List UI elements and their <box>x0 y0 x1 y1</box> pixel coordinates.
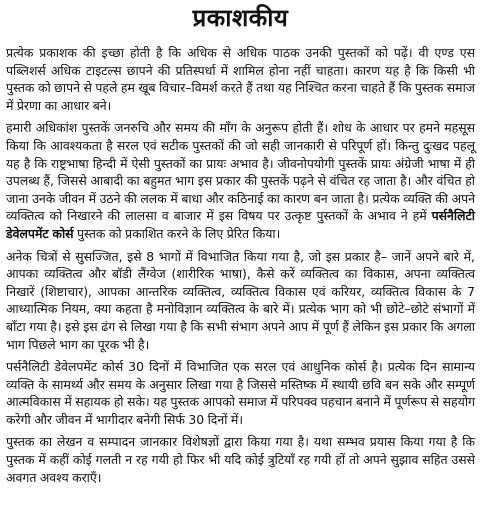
paragraph-purpose-text-after: पुस्तक को प्रकाशित करने के लिए प्रेरित किया। <box>76 225 281 241</box>
paragraph-closing: पुस्तक का लेखन व सम्पादन जानकार विशेषज्ञों द्वारा किया गया है। यथा सम्भव प्रयास किया गया है कि पुस्तक में कहीं कोई गलती न रह गयी हो फिर भी यदि कोई त्रुटियाँ रह गयी हों तो अपने सुझाव सहित उससे अवगत अवश्य कराएँ। <box>6 434 475 485</box>
paragraph-purpose <box>6 119 475 242</box>
paragraph-intro: प्रत्येक प्रकाशक की इच्छा होती है कि अधिक से अधिक पाठक उनकी पुस्तकों को पढ़ें। वी एण्ड एस पब्लिशर्स अधिक टाइटल्स छापने की प्रतिस्पर्धा में शामिल होना नहीं चाहता। कारण यह है कि किसी भी पुस्तक को छापने से पहले हम खूब विचार–विमर्श करते हैं तथा यह निश्चित करना चाहते हैं कि पुस्तक समाज में प्रेरणा का आधार बने। <box>6 45 475 113</box>
paragraph-course: पर्सनैलिटी डेवेलपमेंट कोर्स 30 दिनों में विभाजित एक सरल एवं आधुनिक कोर्स है। प्रत्येक दिन सामान्य व्यक्ति के सामर्थ्य और समय के अनुसार लिखा गया है जिससे मस्तिष्क में स्थायी छवि बन सके और सम्पूर्ण आत्मविकास में सहायक हो सके। यह पुस्तक आपको समाज में परिपक्व पहचान बनाने में पूर्णरूप से सहयोग करेगी और जीवन में भागीदार बनेगी सिर्फ 30 दिनों में। <box>6 359 475 427</box>
page-title: प्रकाशकीय <box>192 4 289 32</box>
course-title-bold: पर्सनैलिटी डेवेलपमेंट कोर्स <box>6 208 475 241</box>
paragraph-purpose-text-before: हमारी अधिकांश पुस्तकें जनरुचि और समय की माँग के अनुरूप होती हैं। शोध के आधार पर हमने महसूस किया कि आवश्यकता है सरल एवं सटीक पुस्तकों की जो सही जानकारी से परिपूर्ण हों। किन्तु दुःखद पहलू यह है कि राष्ट्रभाषा हिन्दी में ऐसी पुस्तकों का प्रायः अभाव है। जीवनोपयोगी पुस्तकें प्रायः अंग्रेजी भाषा में ही उपलब्ध हैं, जिससे आबादी का बहुमत भाग इस प्रकार की पुस्तकें पढ़ने से वंचित रह जाता है। और वंचित हो जाना उनके जीवन में उठने की ललक में बाधा और कठिनाई का कारण बन जाता है। प्रत्येक व्यक्ति की अपने व्यक्तित्व को निखारने की लालसा व बाजार में इस विषय पर उत्कृष्ट पुस्तकों के अभाव ने हमें <box>6 120 475 224</box>
paragraph-structure: अनेक चित्रों से सुसज्जित, इसे 8 भागों में विभाजित किया गया है, जो इस प्रकार है– जानें अपने बारे में, आपका व्यक्तित्व और बॉडी लैंग्वेज (शारीरिक भाषा), कैसे करें व्यक्तित्व का विकास, अपना व्यक्तित्व निखारें (शिष्टाचार), आपका आन्तरिक व्यक्तित्व, व्यक्तित्व विकास एवं करियर, व्यक्तित्व विकास के 7 आध्यात्मिक नियम, क्या कहता है मनोविज्ञान व्यक्तित्व के बारे में। प्रत्येक भाग को भी छोटे–छोटे संभागों में बाँटा गया है। इसे इस ढंग से लिखा गया है कि सभी संभाग अपने आप में पूर्ण हैं लेकिन इस प्रकार कि अगला भाग पिछले भाग का पूरक भी है। <box>6 248 475 352</box>
